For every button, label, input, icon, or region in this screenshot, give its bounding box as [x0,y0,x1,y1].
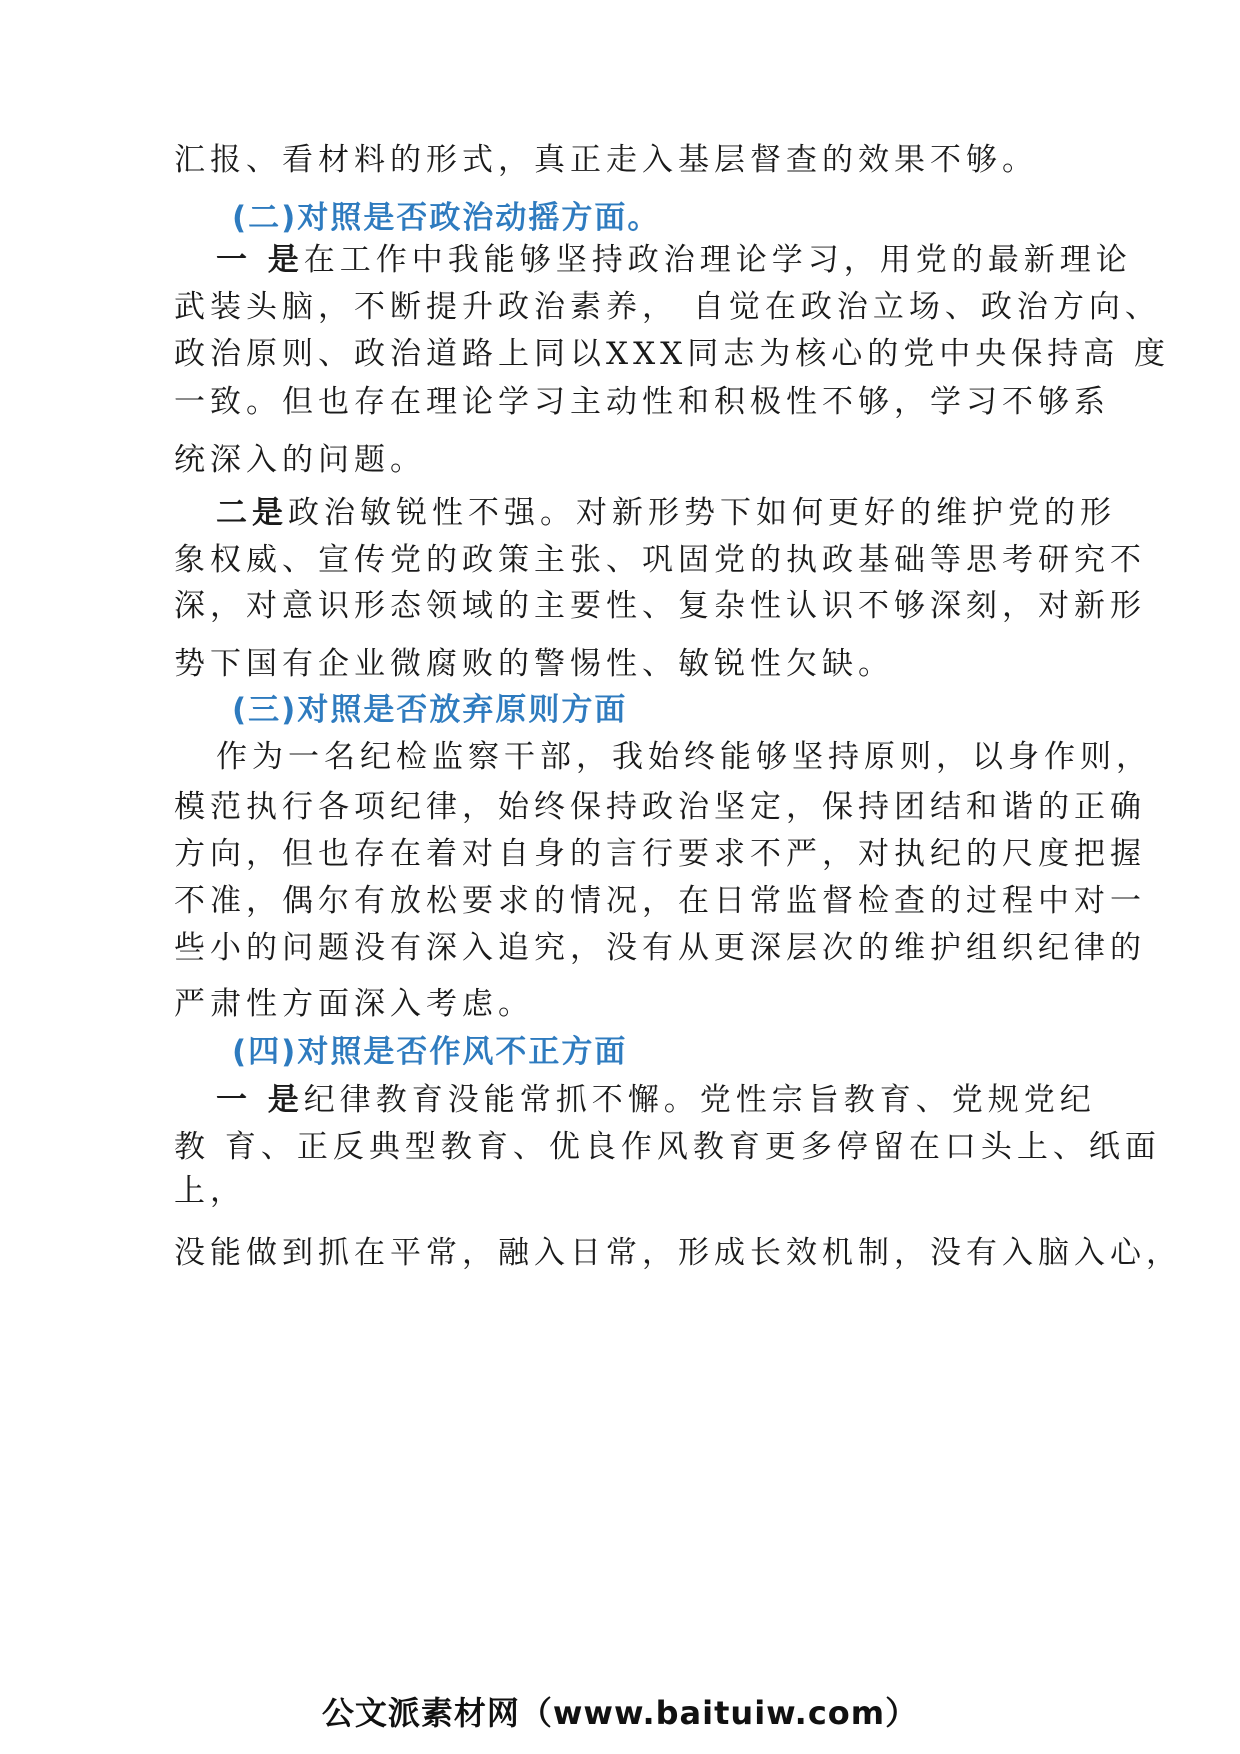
paragraph-line: 深，对意识形态领域的主要性、复杂性认识不够深刻，对新形 [174,588,1146,624]
lead-label: 一 是 [216,1082,304,1118]
lead-label: 一 是 [216,242,304,278]
paragraph-line: 汇报、看材料的形式，真正走入基层督查的效果不够。 [174,142,1038,178]
paragraph-line: 没能做到抓在平常，融入日常，形成长效机制，没有入脑入心， [174,1235,1182,1271]
paragraph-line: 象权威、宣传党的政策主张、巩固党的执政基础等思考研究不 [174,542,1146,578]
paragraph-line [216,240,1132,280]
paragraph-text: 政治敏锐性不强。对新形势下如何更好的维护党的形 [288,495,1116,531]
paragraph-line: 不准，偶尔有放松要求的情况，在日常监督检查的过程中对一 [174,883,1146,919]
paragraph-line: 模范执行各项纪律，始终保持政治坚定，保持团结和谐的正确 [174,789,1146,825]
paragraph-line [216,493,1116,533]
paragraph-line: 统深入的问题。 [174,442,426,478]
paragraph-text: 在工作中我能够坚持政治理论学习，用党的最新理论 [303,242,1132,278]
paragraph-line: 严肃性方面深入考虑。 [174,986,534,1022]
paragraph-line: 教 育、正反典型教育、优良作风教育更多停留在口头上、纸面 [174,1129,1161,1165]
section-heading-4: (四)对照是否作风不正方面 [232,1034,628,1070]
paragraph-line: 武装头脑，不断提升政治素养， 自觉在政治立场、政治方向、 [174,289,1161,325]
paragraph-line: 政治原则、政治道路上同以XXX同志为核心的党中央保持高 度 [174,336,1171,372]
lead-label: 二是 [216,495,288,531]
paragraph-line: 些小的问题没有深入追究，没有从更深层次的维护组织纪律的 [174,930,1146,966]
section-heading-2: (二)对照是否政治动摇方面。 [232,200,661,236]
paragraph-line: 方向，但也存在着对自身的言行要求不严，对执纪的尺度把握 [174,836,1146,872]
paragraph-line: 作为一名纪检监察干部，我始终能够坚持原则，以身作则， [216,739,1152,775]
paragraph-text: 纪律教育没能常抓不懈。党性宗旨教育、党规党纪 [303,1082,1096,1118]
paragraph-line: 一致。但也存在理论学习主动性和积极性不够，学习不够系 [174,384,1110,420]
footer-watermark-text: 公文派素材网（www.baituiw.com） [321,1694,919,1732]
paragraph-line: 上， [174,1173,246,1209]
section-heading-3: (三)对照是否放弃原则方面 [232,692,628,728]
paragraph-line: 势下国有企业微腐败的警惕性、敏锐性欠缺。 [174,646,894,682]
paragraph-line [216,1080,1096,1120]
